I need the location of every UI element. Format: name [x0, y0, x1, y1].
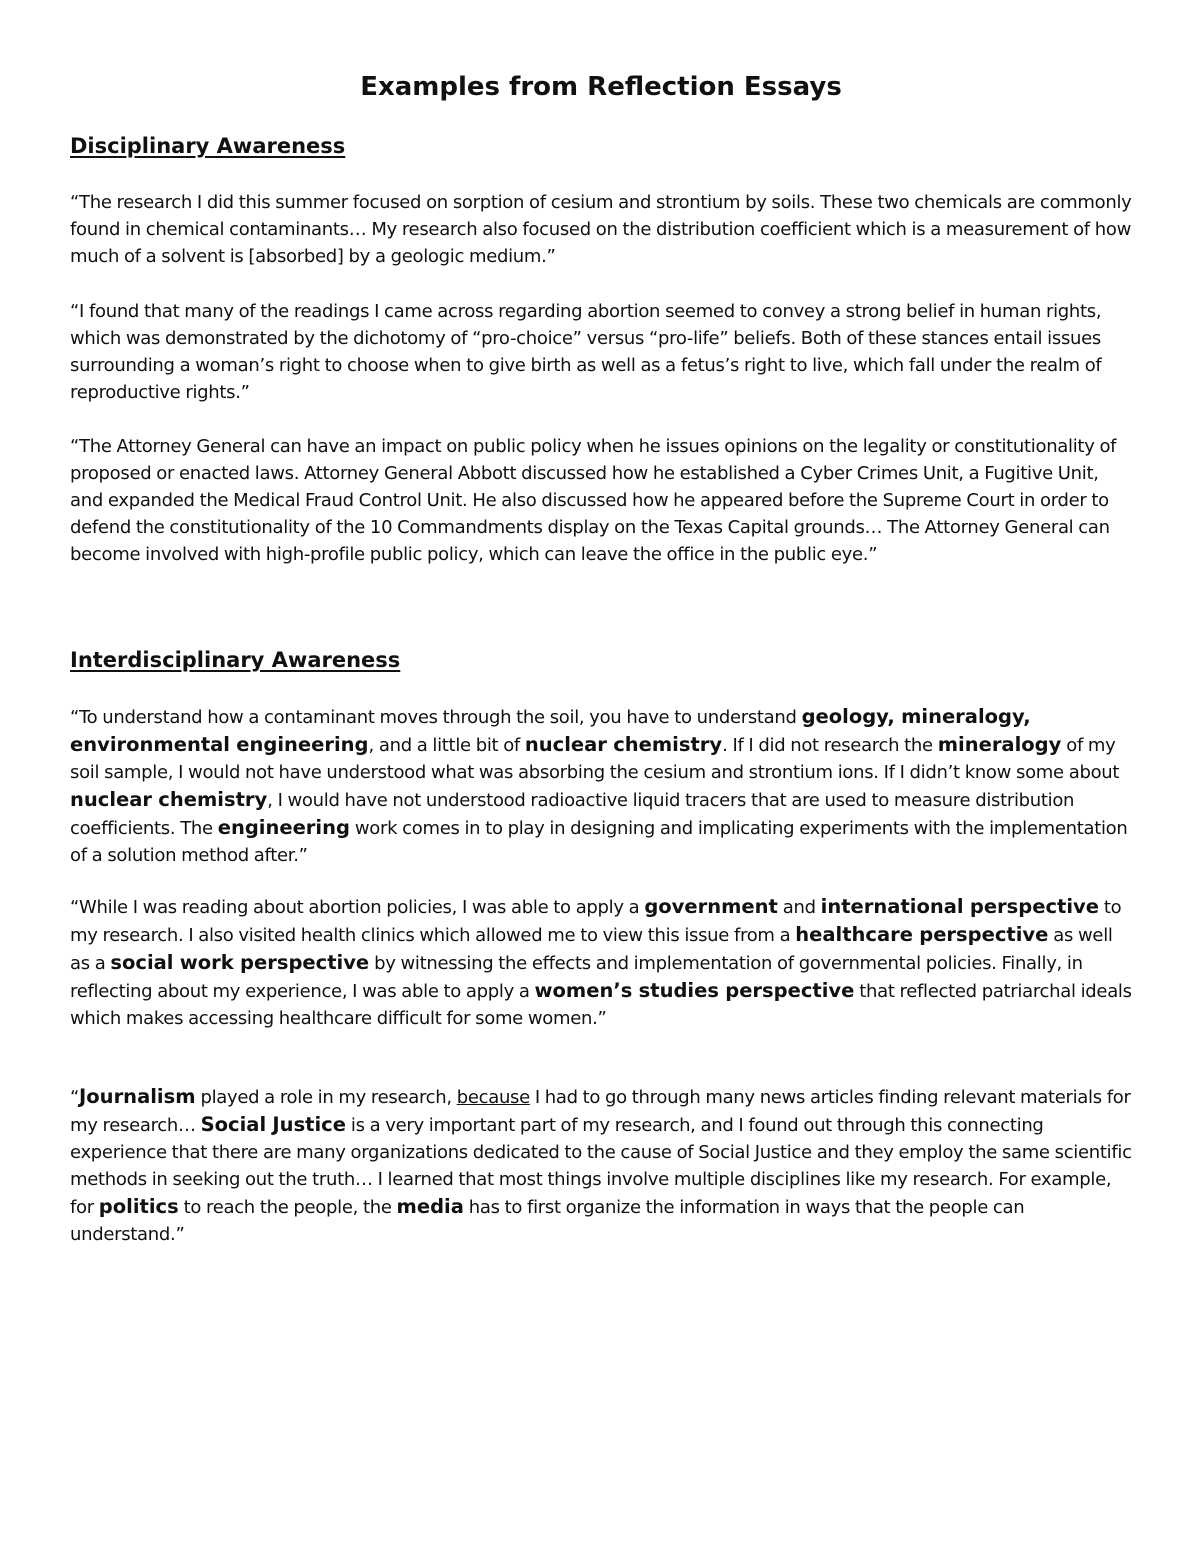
- quote-text: , I would have not understood radioactive liquid tracers that are used to measure distribution coefficients. The: [70, 790, 1075, 839]
- section-heading-interdisciplinary: Interdisciplinary Awareness: [70, 648, 401, 672]
- quote-disciplinary-1: [70, 189, 1132, 270]
- emphasized-discipline: social work perspective: [110, 951, 370, 974]
- emphasized-discipline: healthcare perspective: [795, 923, 1049, 946]
- emphasized-discipline: Social Justice: [200, 1113, 346, 1136]
- quote-interdisciplinary-1: [70, 703, 1132, 869]
- quote-text: “: [70, 1087, 80, 1108]
- quote-text: to my research. I also visited health clinics which allowed me to view this issue from a: [70, 897, 1122, 946]
- quote-text: by witnessing the effects and implementation of governmental policies. Finally, in reflecting about my experience, I was able to apply a: [70, 953, 1083, 1002]
- quote-text: “While I was reading about abortion policies, I was able to apply a: [70, 897, 645, 918]
- emphasized-discipline: Journalism: [79, 1085, 196, 1108]
- quote-text: I had to go through many news articles finding relevant materials for my research…: [70, 1087, 1131, 1136]
- emphasized-discipline: mineralogy: [937, 733, 1062, 756]
- document-title: Examples from Reflection Essays: [360, 72, 842, 102]
- emphasized-discipline: nuclear chemistry: [524, 733, 723, 756]
- quote-disciplinary-2: [70, 298, 1132, 406]
- quote-interdisciplinary-2: [70, 893, 1132, 1032]
- quote-text: has to first organize the information in ways that the people can understand.”: [70, 1197, 1025, 1245]
- underlined-text: because: [456, 1087, 530, 1108]
- quote-text: work comes in to play in designing and implicating experiments with the implementation of a solution method after.”: [70, 818, 1128, 866]
- quote-interdisciplinary-3: [70, 1083, 1132, 1248]
- emphasized-discipline: geology, mineralogy, environmental engineering: [70, 705, 1031, 756]
- emphasized-discipline: media: [396, 1195, 464, 1218]
- emphasized-discipline: international perspective: [820, 895, 1099, 918]
- emphasized-discipline: politics: [98, 1195, 179, 1218]
- quote-text: “To understand how a contaminant moves through the soil, you have to understand: [70, 707, 802, 728]
- quote-text: that reflected patriarchal ideals which makes accessing healthcare difficult for some women.”: [70, 981, 1132, 1029]
- quote-text: to reach the people, the: [178, 1197, 397, 1218]
- quote-text: “I found that many of the readings I came across regarding abortion seemed to convey a strong belief in human rights, which was demonstrated by the dichotomy of “pro-choice” versus “pro-life” beliefs. Both of these stances entail issues surrounding a woman’s right to choose when to give birth as well as a fetus’s right to live, which fall under the realm of reproductive rights.”: [70, 301, 1102, 403]
- quote-text: of my soil sample, I would not have understood what was absorbing the cesium and strontium ions. If I didn’t know some about: [70, 735, 1120, 783]
- emphasized-discipline: nuclear chemistry: [70, 788, 268, 811]
- quote-text: is a very important part of my research, and I found out through this connecting experience that there are many organizations dedicated to the cause of Social Justice and they employ the same scientific methods in seeking out the truth… I learned that most things involve multiple disciplines like my research. For example, for: [70, 1115, 1132, 1218]
- emphasized-discipline: engineering: [217, 816, 350, 839]
- quote-text: “The research I did this summer focused on sorption of cesium and strontium by soils. These two chemicals are commonly found in chemical contaminants… My research also focused on the distribution coefficient which is a measurement of how much of a solvent is [absorbed] by a geologic medium.”: [70, 192, 1132, 267]
- quote-text: . If I did not research the: [722, 735, 938, 756]
- emphasized-discipline: government: [644, 895, 778, 918]
- quote-text: , and a little bit of: [368, 735, 525, 756]
- quote-text: played a role in my research,: [195, 1087, 457, 1108]
- quote-disciplinary-3: [70, 433, 1132, 568]
- section-heading-disciplinary: Disciplinary Awareness: [70, 134, 346, 158]
- quote-text: and: [777, 897, 821, 918]
- quote-text: “The Attorney General can have an impact on public policy when he issues opinions on the legality or constitutionality of proposed or enacted laws. Attorney General Abbott discussed how he established a Cyber Crimes Unit, a Fugitive Unit, and expanded the Medical Fraud Control Unit. He also discussed how he appeared before the Supreme Court in order to defend the constitutionality of the 10 Commandments display on the Texas Capital grounds… The Attorney General can become involved with high-profile public policy, which can leave the office in the public eye.”: [70, 436, 1117, 565]
- quote-text: as well as a: [70, 925, 1113, 974]
- emphasized-discipline: women’s studies perspective: [534, 979, 855, 1002]
